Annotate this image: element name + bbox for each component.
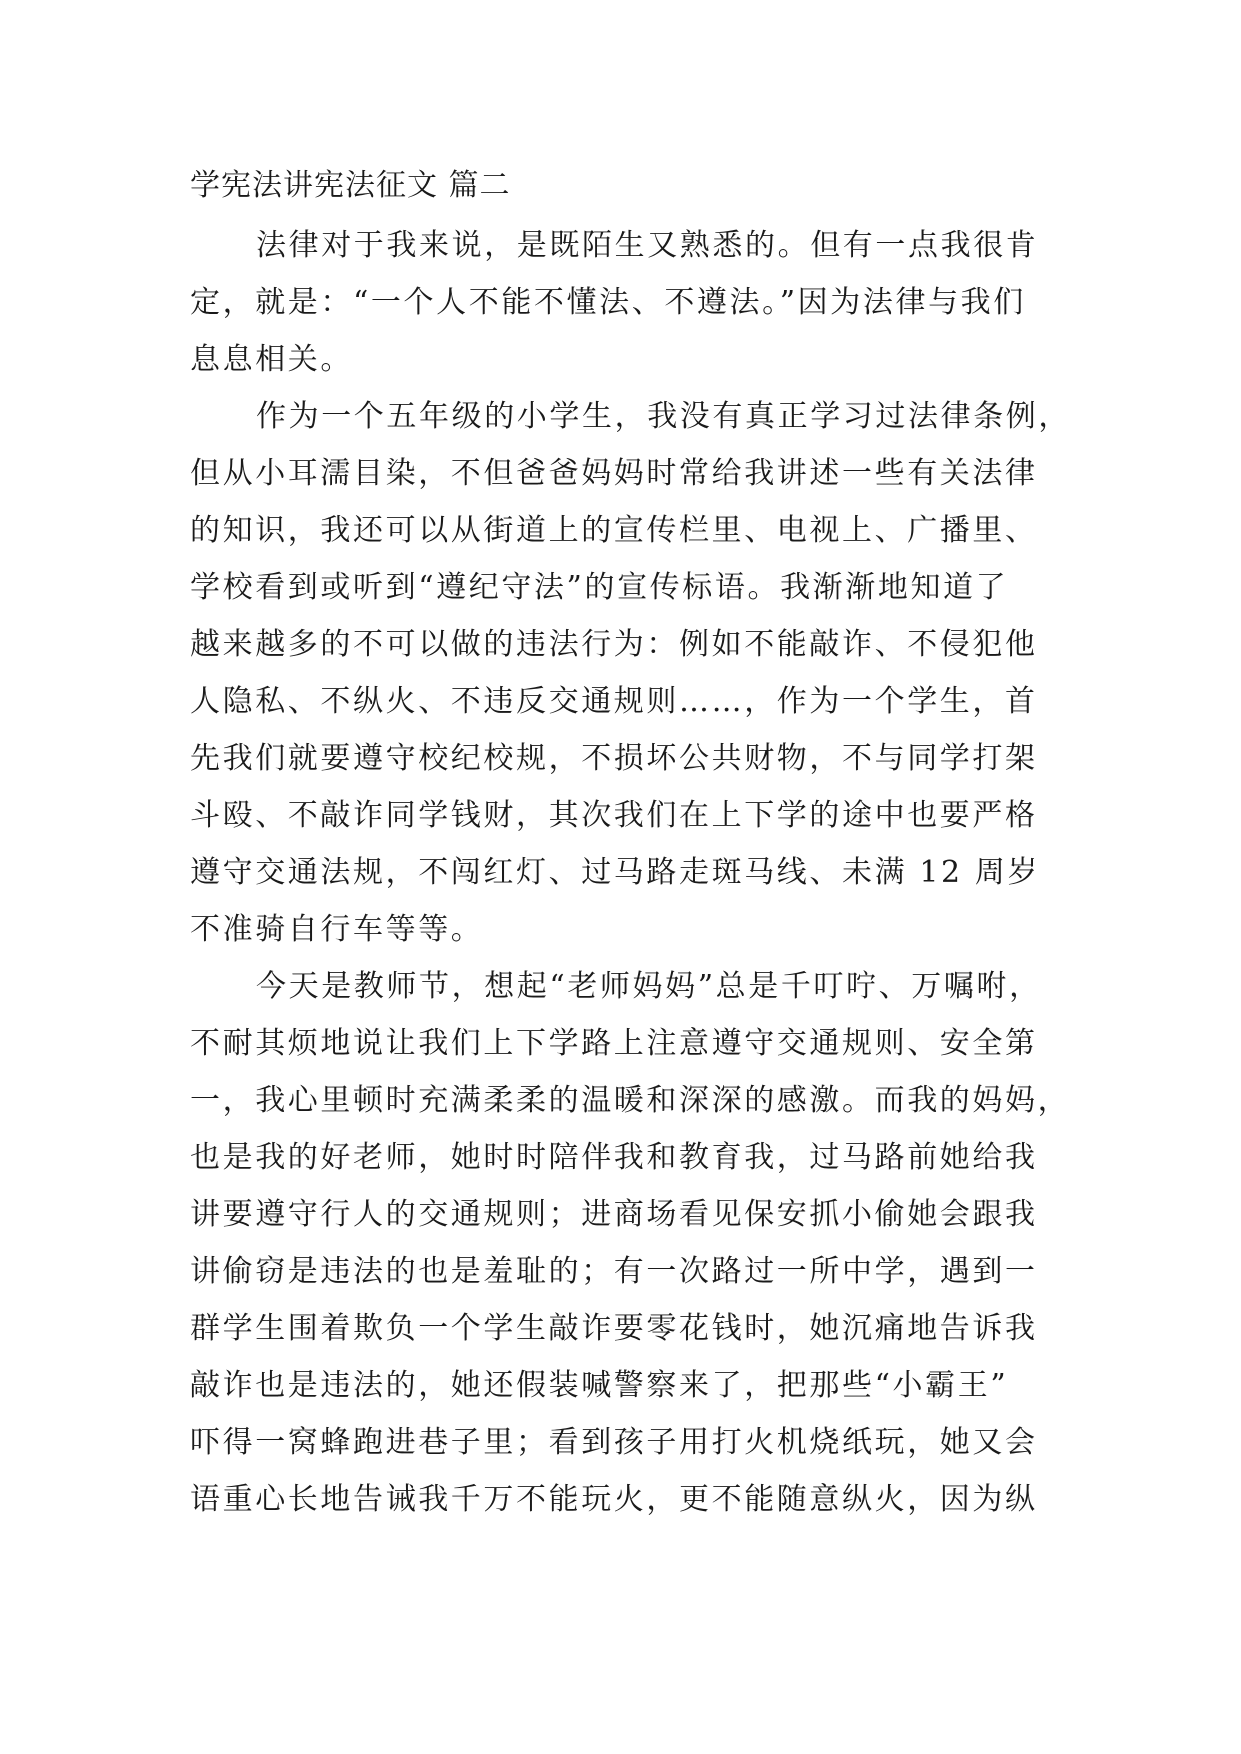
paragraph-2-line-6: 人隐私、不纵火、不违反交通规则……，作为一个学生，首 (190, 684, 1038, 719)
paragraph-3-line-1: 今天是教师节，想起“老师妈妈”总是千叮咛、万嘱咐， (256, 969, 1042, 1004)
paragraph-3-line-10: 语重心长地告诫我千万不能玩火，更不能随意纵火，因为纵 (190, 1482, 1038, 1517)
paragraph-1-line-1: 法律对于我来说，是既陌生又熟悉的。但有一点我很肯 (256, 228, 1039, 263)
paragraph-2-line-2: 但从小耳濡目染，不但爸爸妈妈时常给我讲述一些有关法律 (190, 456, 1038, 491)
paragraph-1-line-2: 定，就是：“一个人不能不懂法、不遵法。”因为法律与我们 (190, 285, 1026, 320)
paragraph-3-line-9: 吓得一窝蜂跑进巷子里；看到孩子用打火机烧纸玩，她又会 (190, 1425, 1038, 1460)
paragraph-2-line-4: 学校看到或听到“遵纪守法”的宣传标语。我渐渐地知道了 (190, 570, 1009, 605)
paragraph-3-line-2: 不耐其烦地说让我们上下学路上注意遵守交通规则、安全第 (190, 1026, 1038, 1061)
paragraph-2-line-10: 不准骑自行车等等。 (190, 912, 484, 947)
paragraph-2-line-7: 先我们就要遵守校纪校规，不损坏公共财物，不与同学打架 (190, 741, 1038, 776)
paragraph-2-line-9: 遵守交通法规，不闯红灯、过马路走斑马线、未满 12 周岁 (190, 855, 1041, 890)
document-title: 学宪法讲宪法征文 篇二 (190, 168, 511, 203)
paragraph-3-line-7: 群学生围着欺负一个学生敲诈要零花钱时，她沉痛地告诉我 (190, 1311, 1038, 1346)
paragraph-1-line-3: 息息相关。 (190, 342, 353, 377)
paragraph-2-line-8: 斗殴、不敲诈同学钱财，其次我们在上下学的途中也要严格 (190, 798, 1038, 833)
paragraph-3-line-6: 讲偷窃是违法的也是羞耻的；有一次路过一所中学，遇到一 (190, 1254, 1038, 1289)
paragraph-2-line-3: 的知识，我还可以从街道上的宣传栏里、电视上、广播里、 (190, 513, 1038, 548)
paragraph-3-line-8: 敲诈也是违法的，她还假装喊警察来了，把那些“小霸王” (190, 1368, 1009, 1403)
paragraph-2-line-5: 越来越多的不可以做的违法行为：例如不能敲诈、不侵犯他 (190, 627, 1038, 662)
paragraph-3-line-3: 一，我心里顿时充满柔柔的温暖和深深的感激。而我的妈妈， (190, 1083, 1071, 1118)
paragraph-3-line-4: 也是我的好老师，她时时陪伴我和教育我，过马路前她给我 (190, 1140, 1038, 1175)
paragraph-3-line-5: 讲要遵守行人的交通规则；进商场看见保安抓小偷她会跟我 (190, 1197, 1038, 1232)
paragraph-2-line-1: 作为一个五年级的小学生，我没有真正学习过法律条例， (256, 399, 1071, 434)
